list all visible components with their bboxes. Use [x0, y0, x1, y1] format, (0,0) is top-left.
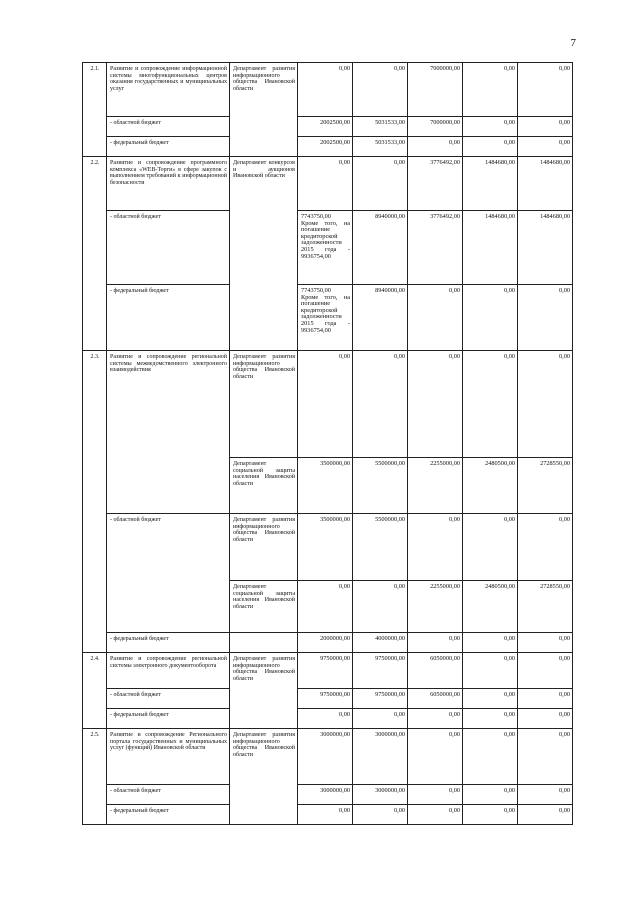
- value-amount: 7743750,00: [301, 287, 331, 294]
- value-cell: 2255000,00: [408, 458, 463, 514]
- value-cell: 0,00: [518, 689, 573, 709]
- table-row: [83, 514, 573, 581]
- value-cell: 0,00: [463, 137, 518, 157]
- activity-name: Развитие и сопровождение Регионального портала государственных и муниципальных услуг (функций) Ивановской области: [107, 729, 230, 785]
- table-row: [83, 211, 573, 285]
- value-cell: 0,00: [518, 653, 573, 689]
- value-cell: 0,00: [298, 351, 353, 458]
- value-cell: 3000000,00: [298, 729, 353, 785]
- value-cell: 5031533,00: [353, 117, 408, 137]
- department: Департамент развития информационного общества Ивановской области: [230, 729, 298, 825]
- row-number: 2.2.: [83, 157, 107, 351]
- value-cell: 1484680,00: [463, 157, 518, 211]
- value-cell: 0,00: [408, 785, 463, 805]
- table-row: [83, 157, 573, 211]
- department: Департамент развития информационного общества Ивановской области: [230, 351, 298, 458]
- value-cell: 0,00: [463, 709, 518, 729]
- value-cell: 0,00: [463, 785, 518, 805]
- value-cell: 0,00: [298, 157, 353, 211]
- page-number: 7: [570, 37, 576, 49]
- value-cell: 0,00: [408, 285, 463, 351]
- value-cell: 0,00: [463, 729, 518, 785]
- value-cell: 1484680,00: [518, 157, 573, 211]
- value-cell: 0,00: [463, 805, 518, 825]
- department-empty: [230, 633, 298, 653]
- value-cell: 3500000,00: [298, 514, 353, 581]
- value-cell: 0,00: [353, 581, 408, 633]
- value-cell: 0,00: [353, 805, 408, 825]
- department: Департамент развития информационного общества Ивановской области: [230, 514, 298, 581]
- value-cell: 5031533,00: [353, 137, 408, 157]
- value-cell: 9750000,00: [298, 653, 353, 689]
- budget-source: - областной бюджет: [107, 785, 230, 805]
- value-cell: 0,00: [408, 633, 463, 653]
- table-row: [83, 805, 573, 825]
- value-cell: 3776492,00: [408, 157, 463, 211]
- value-cell: 2480500,00: [463, 581, 518, 633]
- value-cell: 7000000,00: [408, 63, 463, 117]
- value-cell: 0,00: [463, 689, 518, 709]
- value-cell: 0,00: [298, 581, 353, 633]
- department: Департамент развития информационного общества Ивановской области: [230, 63, 298, 157]
- department: Департамент социальной защиты населения Ивановской области: [230, 458, 298, 514]
- value-cell: 7000000,00: [408, 117, 463, 137]
- value-cell: 3000000,00: [353, 785, 408, 805]
- value-cell-with-note: [298, 285, 353, 351]
- value-cell: 0,00: [518, 785, 573, 805]
- budget-source: - областной бюджет: [107, 689, 230, 709]
- value-cell: 0,00: [463, 117, 518, 137]
- activity-name: Развитие и сопровождение региональной системы электронного документооборота: [107, 653, 230, 689]
- value-cell: 2728550,00: [518, 458, 573, 514]
- table-row: [83, 653, 573, 689]
- value-cell: 0,00: [463, 285, 518, 351]
- value-amount: 7743750,00: [301, 213, 331, 220]
- budget-source: - областной бюджет: [107, 211, 230, 285]
- value-cell: 9750000,00: [353, 689, 408, 709]
- value-cell: 0,00: [353, 709, 408, 729]
- row-number: 2.1.: [83, 63, 107, 157]
- table-row: [83, 709, 573, 729]
- budget-source: - областной бюджет: [107, 514, 230, 633]
- value-cell: 2728550,00: [518, 581, 573, 633]
- value-cell: 2000000,00: [298, 633, 353, 653]
- activity-name: Развитие и сопровождение программного комплекса «WEB-Торги» в сфере закупок с выполнением требований к информационной безопасности: [107, 157, 230, 211]
- value-cell: 3000000,00: [353, 729, 408, 785]
- value-cell: 0,00: [408, 351, 463, 458]
- value-cell: 0,00: [353, 63, 408, 117]
- table-row: [83, 633, 573, 653]
- value-cell: 0,00: [518, 709, 573, 729]
- table-row: [83, 63, 573, 117]
- row-number: 2.3.: [83, 351, 107, 653]
- value-cell: 6050000,00: [408, 653, 463, 689]
- value-cell: 0,00: [518, 137, 573, 157]
- budget-source: - областной бюджет: [107, 117, 230, 137]
- value-cell: 0,00: [463, 653, 518, 689]
- value-cell: 9750000,00: [298, 689, 353, 709]
- value-cell: 0,00: [408, 709, 463, 729]
- value-cell: 9750000,00: [353, 653, 408, 689]
- value-cell: 8940000,00: [353, 285, 408, 351]
- budget-source: - федеральный бюджет: [107, 285, 230, 351]
- activity-name: Развитие и сопровождение информационной системы многофункциональных центров оказания государственных и муниципальных услуг: [107, 63, 230, 117]
- budget-source: - федеральный бюджет: [107, 137, 230, 157]
- value-cell: 0,00: [353, 351, 408, 458]
- value-cell: 5500000,00: [353, 458, 408, 514]
- value-cell: 0,00: [518, 633, 573, 653]
- value-cell: 5500000,00: [353, 514, 408, 581]
- value-cell: 0,00: [518, 117, 573, 137]
- row-number: 2.4.: [83, 653, 107, 729]
- value-cell: 0,00: [518, 285, 573, 351]
- table-row: [83, 285, 573, 351]
- value-cell: 0,00: [463, 63, 518, 117]
- value-cell: 3776492,00: [408, 211, 463, 285]
- table-row: [83, 689, 573, 709]
- value-cell: 0,00: [518, 805, 573, 825]
- department: Департамент развития информационного общества Ивановской области: [230, 653, 298, 729]
- value-cell: 3000000,00: [298, 785, 353, 805]
- value-cell: 0,00: [353, 157, 408, 211]
- value-cell: 2480500,00: [463, 458, 518, 514]
- value-cell: 0,00: [408, 729, 463, 785]
- value-cell: 2255000,00: [408, 581, 463, 633]
- value-cell-with-note: [298, 211, 353, 285]
- value-cell: 0,00: [298, 63, 353, 117]
- value-cell: 0,00: [408, 805, 463, 825]
- value-cell: 3500000,00: [298, 458, 353, 514]
- value-cell: 0,00: [298, 805, 353, 825]
- value-note: Кроме того, на погашение кредиторской задолженности 2015 года - 9936754,00: [301, 219, 350, 260]
- table-row: [83, 351, 573, 458]
- value-cell: 6050000,00: [408, 689, 463, 709]
- row-number: 2.5.: [83, 729, 107, 825]
- table-row: [83, 729, 573, 785]
- value-cell: 2002500,00: [298, 117, 353, 137]
- value-cell: 1484680,00: [518, 211, 573, 285]
- program-activities-table: [82, 62, 573, 825]
- value-cell: 8940000,00: [353, 211, 408, 285]
- table-row: [83, 785, 573, 805]
- table-row: [83, 117, 573, 137]
- value-cell: 4000000,00: [353, 633, 408, 653]
- activity-name: Развитие и сопровождение региональной системы межведомственного электронного взаимодействия: [107, 351, 230, 514]
- value-cell: 0,00: [518, 63, 573, 117]
- value-cell: 2002500,00: [298, 137, 353, 157]
- value-cell: 0,00: [518, 351, 573, 458]
- value-cell: 0,00: [298, 709, 353, 729]
- value-cell: 0,00: [518, 514, 573, 581]
- value-cell: 0,00: [408, 137, 463, 157]
- value-cell: 0,00: [463, 514, 518, 581]
- budget-source: - федеральный бюджет: [107, 633, 230, 653]
- budget-source: - федеральный бюджет: [107, 805, 230, 825]
- budget-source: - федеральный бюджет: [107, 709, 230, 729]
- value-note: Кроме того, на погашение кредиторской задолженности 2015 года - 9936754,00: [301, 293, 350, 334]
- value-cell: 0,00: [463, 351, 518, 458]
- value-cell: 0,00: [463, 633, 518, 653]
- department: Департамент конкурсов и аукционов Ивановской области: [230, 157, 298, 351]
- value-cell: 0,00: [408, 514, 463, 581]
- department: Департамент социальной защиты населения Ивановской области: [230, 581, 298, 633]
- table-row: [83, 137, 573, 157]
- value-cell: 1484680,00: [463, 211, 518, 285]
- value-cell: 0,00: [518, 729, 573, 785]
